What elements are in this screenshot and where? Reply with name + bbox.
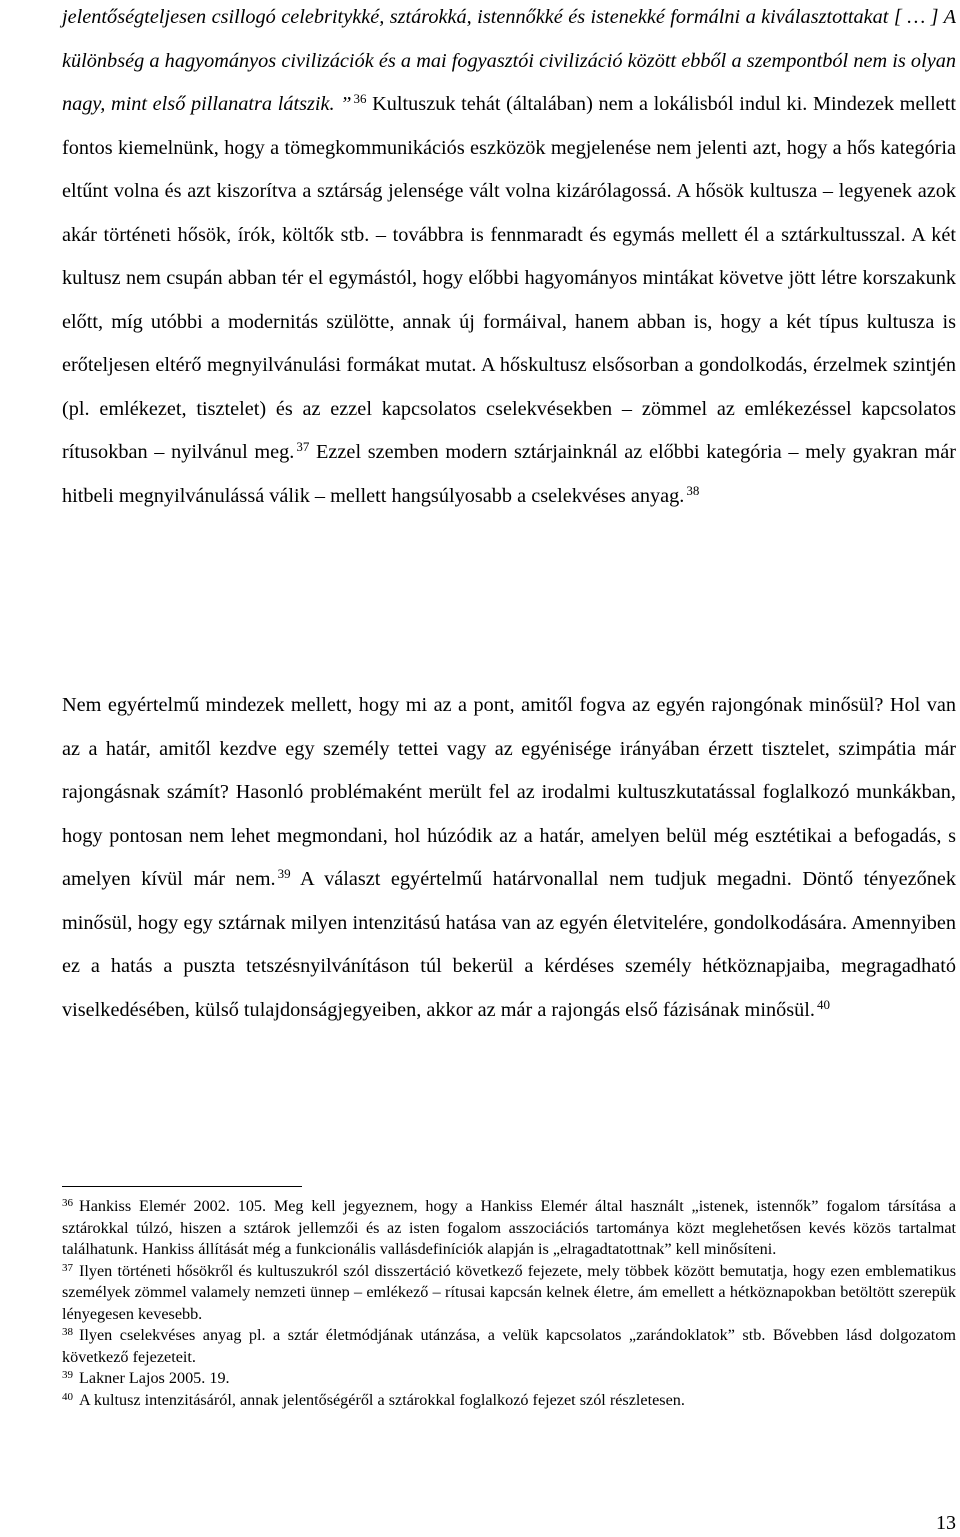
footnote-separator — [62, 1186, 302, 1187]
footnote-ref-40[interactable]: 40 — [817, 996, 830, 1012]
paragraph-text: Ezzel szemben modern sztárjainknál az előbbi kategória – mely gyakran már hitbeli megnyilvánulássá válik – mellett hangsúlyosabb a cselekvéses anyag. — [62, 441, 956, 507]
page-number: 13 — [936, 1512, 956, 1534]
paragraph-text: A választ egyértelmű határvonallal nem tudjuk megadni. Döntő tényezőnek minősül, hogy egy sztárnak milyen intenzitású hatása van az egyén életvitelére, gondolkodására. Amennyiben ez a hatás a puszta tetszésnyilvánításon túl bekerül a kérdéses személy hétköznapjaiba, megragadható viselkedésében, külső tulajdonságjegyeiben, akkor az már a rajongás első fázisának minősül. — [62, 868, 956, 1021]
footnote-ref-39[interactable]: 39 — [277, 866, 291, 881]
footnote-number: 40 — [62, 1390, 73, 1403]
footnote-number: 38 — [62, 1326, 73, 1338]
footnote-text: Lakner Lajos 2005. 19. — [79, 1369, 230, 1387]
footnote-text: Ilyen cselekvéses anyag pl. a sztár életmódjának utánzása, a velük kapcsolatos „zarándoklatok” stb. Bővebben lásd dolgozatom következő fejezeteit. — [62, 1326, 956, 1366]
footnote-38 — [62, 1325, 956, 1368]
footnote-text: Ilyen történeti hősökről és kultuszukról szól disszertáció következő fejezete, mely többek között bemutatja, hogy ezen emblematikus személyek zömmel valamely nemzeti ünnep – emlékező – rítusai kapcsán kelnek életre, ám emellett a hétköznapokban betöltött szerepük lényegesen kevesebb. — [62, 1261, 956, 1323]
footnote-number: 37 — [62, 1261, 73, 1274]
footnote-39 — [62, 1368, 956, 1390]
footnote-36 — [62, 1196, 956, 1261]
body-paragraph-1 — [62, 0, 956, 518]
footnote-37 — [62, 1261, 956, 1326]
footnote-number: 39 — [62, 1369, 73, 1381]
footnote-text: Hankiss Elemér 2002. 105. Meg kell jegyeznem, hogy a Hankiss Elemér által használt „istenek, istennők” fogalom társítása a sztárokkal túlzó, hiszen a sztárok jellemzői és az isten fogalom asszociációs tartománya közt meglehetősen kevés közös tartalmat találhatunk. Hankiss állítását még a funkcionális vallásdefiníciók alapján is „elragadtatottnak” kell minősíteni. — [62, 1197, 956, 1258]
footnote-ref-36[interactable]: 36 — [353, 91, 367, 106]
paragraph-text: Nem egyértelmű mindezek mellett, hogy mi az a pont, amitől fogva az egyén rajongónak minősül? Hol van az a határ, amitől kezdve egy személy tettei vagy az egyénisége irányában érzett tisztelet, szimpátia már rajongásnak számít? Hasonló problémaként merült fel az irodalmi kultuszkutatással foglalkozó munkákban, hogy pontosan nem lehet megmondani, hol húzódik az a határ, amelyen belül még esztétikai a befogadás, s amelyen kívül már nem. — [62, 694, 956, 890]
footnote-40 — [62, 1390, 956, 1412]
footnote-ref-37[interactable]: 37 — [296, 439, 310, 454]
body-paragraph-2 — [62, 684, 956, 1032]
footnote-text: A kultusz intenzitásáról, annak jelentőségéről a sztárokkal foglalkozó fejezet szól részletesen. — [79, 1390, 685, 1409]
footnote-ref-38[interactable]: 38 — [686, 482, 700, 498]
paragraph-text: Kultuszuk tehát (általában) nem a lokálisból indul ki. Mindezek mellett fontos kiemelnünk, hogy a tömegkommunikációs eszközök megjelenése nem jelenti azt, hogy a hős kategória eltűnt volna és azt kiszorítva a sztárság jelensége vált volna kizárólagossá. A hősök kultusza – legyenek azok akár történeti hősök, írók, költők stb. – továbbra is fennmaradt és egymás mellett él a sztárkultusszal. A két kultusz nem csupán abban tér el egymástól, hogy előbbi hagyományos mintákat követve jött létre korszakunk előtt, míg utóbbi a modernitás szülötte, annak új formáival, hanem abban is, hogy a két típus kultusza is erőteljesen eltérő megnyilvánulási formákat mutat. A hőskultusz elsősorban a gondolkodás, érzelmek szintjén (pl. emlékezet, tisztelet) és az ezzel kapcsolatos cselekvésekben – zömmel az emlékezéssel kapcsolatos rítusokban – nyilvánul meg. — [62, 93, 956, 463]
quoted-text: jelentőségteljesen csillogó celebritykké, sztárokká, istennőkké és istenekké formálni a kiválasztottakat [ … ] A különbség a hagyományos civilizációk és a mai fogyasztói civilizáció között ebből a szempontból nem is olyan nagy, mint első pillanatra látszik. ” — [62, 6, 956, 115]
footnote-number: 36 — [62, 1197, 73, 1209]
footnotes — [62, 1196, 956, 1411]
